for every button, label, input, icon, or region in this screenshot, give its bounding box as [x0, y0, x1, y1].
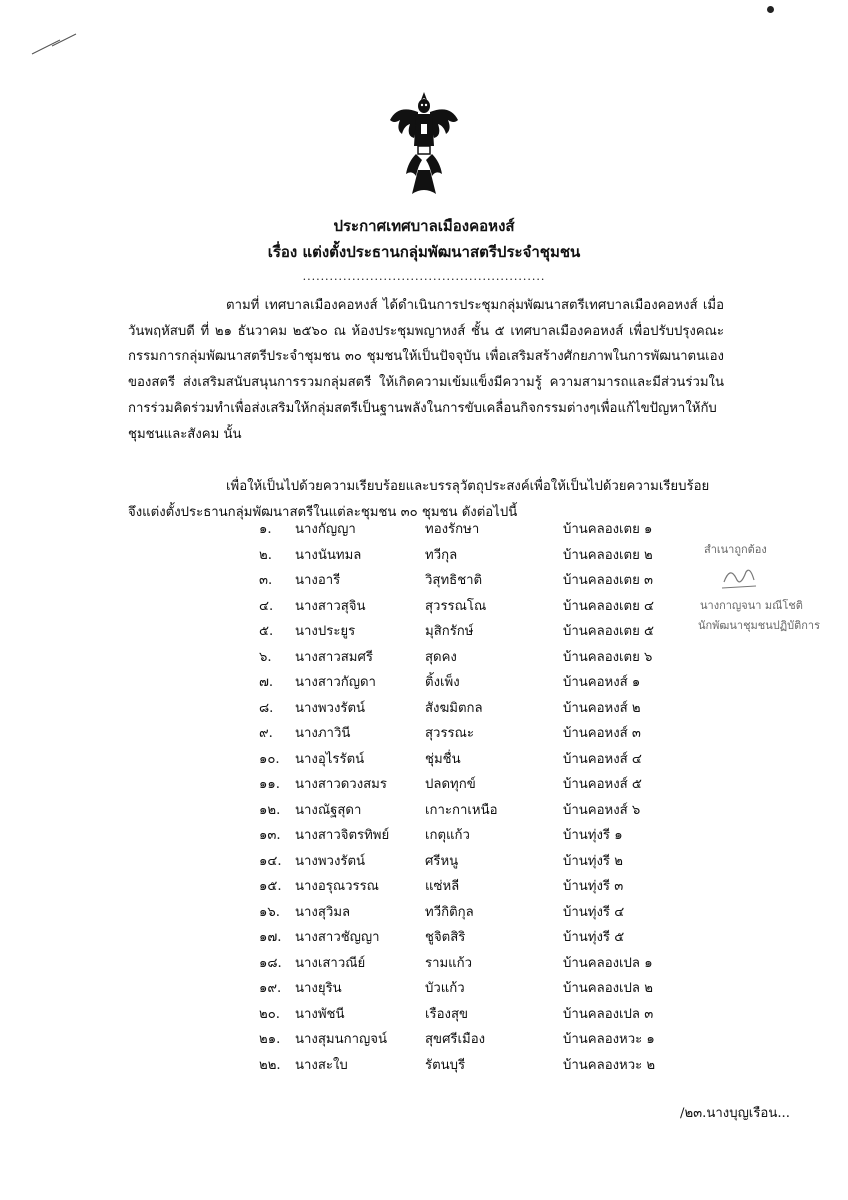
member-surname: ทองรักษา: [425, 522, 480, 537]
member-number: ๒๑.: [259, 1032, 281, 1047]
member-community: บ้านคลองเตย ๖: [563, 649, 653, 665]
member-community: บ้านคลองเปล ๓: [563, 1006, 654, 1022]
member-name: นางสาวกัญดา: [295, 675, 376, 690]
member-name: นางพวงรัตน์: [295, 700, 366, 716]
list-item: [0, 722, 848, 746]
list-item: [0, 518, 848, 542]
member-number: ๑๒.: [259, 802, 281, 818]
signature-mark: [720, 562, 760, 592]
member-community: บ้านคอหงส์ ๒: [563, 700, 641, 716]
member-name: นางสุวิมล: [295, 904, 351, 920]
member-community: บ้านคลองเตย ๕: [563, 624, 655, 639]
scan-mark: [767, 6, 774, 13]
member-number: ๖.: [259, 649, 272, 665]
list-item: [0, 850, 848, 874]
list-item: [0, 1003, 848, 1027]
member-name: นางสาวชัญญา: [295, 930, 380, 945]
member-number: ๑.: [259, 522, 272, 537]
certified-copy-stamp: [700, 540, 820, 660]
announcement-title: ประกาศเทศบาลเมืองคอหงส์: [333, 217, 515, 235]
member-surname: มุสิกรักษ์: [425, 624, 474, 639]
member-number: ๒๐.: [259, 1006, 280, 1022]
member-name: นางอารี: [295, 573, 341, 588]
member-name: นางกัญญา: [295, 522, 356, 537]
member-number: ๑๕.: [259, 879, 282, 894]
member-name: นางณัฐสุดา: [295, 802, 362, 818]
member-community: บ้านคอหงส์ ๑: [563, 675, 641, 690]
member-name: นางยุริน: [295, 981, 342, 996]
member-name: นางนันทมล: [295, 547, 362, 563]
member-number: ๓.: [259, 573, 273, 588]
list-item: [0, 875, 848, 899]
member-number: ๒.: [259, 547, 272, 563]
list-item: [0, 824, 848, 848]
announcement-subject: เรื่อง แต่งตั้งประธานกลุ่มพัฒนาสตรีประจำชุมชน: [267, 243, 581, 261]
member-community: บ้านทุ่งรี ๑: [563, 828, 623, 843]
list-item: [0, 799, 848, 823]
member-surname: สุดคง: [425, 649, 457, 665]
member-number: ๑๗.: [259, 930, 282, 945]
member-community: บ้านคลองหวะ ๑: [563, 1032, 655, 1047]
member-community: บ้านทุ่งรี ๕: [563, 930, 625, 945]
member-name: นางสาวสมศรี: [295, 649, 373, 665]
member-community: บ้านคอหงส์ ๕: [563, 777, 642, 792]
member-community: บ้านคลองเตย ๑: [563, 522, 653, 537]
member-number: ๗.: [259, 675, 274, 690]
member-number: ๑๖.: [259, 904, 280, 920]
list-item: [0, 748, 848, 772]
member-surname: สุวรรณะ: [425, 726, 474, 741]
member-surname: รามแก้ว: [425, 955, 473, 971]
list-item: [0, 773, 848, 797]
list-item: [0, 901, 848, 925]
member-number: ๔.: [259, 598, 274, 614]
member-number: ๘.: [259, 700, 274, 716]
stamp-name-text: นางกาญจนา มณีโชติ: [700, 599, 803, 612]
member-community: บ้านคลองเปล ๒: [563, 981, 653, 996]
member-number: ๙.: [259, 726, 273, 741]
member-name: นางอุไรรัตน์: [295, 751, 365, 767]
pen-scribble-mark: [30, 28, 90, 58]
member-name: นางพัชนี: [295, 1006, 345, 1022]
member-name: นางสาวสุจิน: [295, 598, 366, 614]
member-number: ๑๙.: [259, 981, 282, 996]
member-surname: ทวีกุล: [425, 547, 458, 563]
garuda-emblem-icon: [388, 90, 460, 200]
member-surname: ชูจิตสิริ: [425, 930, 466, 945]
page-continuation: /๒๓.นางบุญเรือน...: [680, 1106, 790, 1121]
member-community: บ้านคอหงส์ ๖: [563, 802, 641, 818]
member-number: ๕.: [259, 624, 274, 639]
member-surname: ปลดทุกข์: [425, 777, 476, 792]
member-number: ๑๑.: [259, 777, 280, 792]
member-surname: บัวแก้ว: [425, 981, 465, 996]
member-number: ๑๓.: [259, 828, 281, 843]
list-item: [0, 1028, 848, 1052]
member-community: บ้านทุ่งรี ๒: [563, 853, 623, 869]
member-name: นางอรุณวรรณ: [295, 879, 379, 894]
member-number: ๑๘.: [259, 955, 282, 971]
member-name: นางพวงรัตน์: [295, 853, 366, 869]
list-item: [0, 952, 848, 976]
member-number: ๑๐.: [259, 751, 280, 767]
member-surname: ทวีกิติกุล: [425, 904, 474, 920]
member-community: บ้านคลองหวะ ๒: [563, 1057, 656, 1073]
member-name: นางภาวินี: [295, 726, 351, 741]
member-community: บ้านคลองเตย ๒: [563, 547, 653, 563]
member-community: บ้านคลองเตย ๔: [563, 598, 655, 614]
list-item: [0, 671, 848, 695]
member-surname: รัตนบุรี: [425, 1057, 466, 1073]
list-item: [0, 697, 848, 721]
member-community: บ้านคลองเตย ๓: [563, 573, 654, 588]
body-paragraph-2: เพื่อให้เป็นไปด้วยความเรียบร้อยและบรรลุวัตถุประสงค์เพื่อให้เป็นไปด้วยความเรียบร้อย จึงแต่งตั้งประธานกลุ่มพัฒนาสตรีในแต่ละชุมชน ๓๐ ชุมชน ดังต่อไปนี้: [128, 479, 710, 520]
stamp-position-text: นักพัฒนาชุมชนปฏิบัติการ: [698, 619, 821, 632]
member-community: บ้านคลองเปล ๑: [563, 955, 653, 971]
member-community: บ้านทุ่งรี ๓: [563, 879, 624, 894]
member-community: บ้านคอหงส์ ๓: [563, 726, 641, 741]
member-number: ๑๔.: [259, 853, 282, 869]
separator-line: ......................................................: [302, 270, 546, 283]
member-name: นางสาวจิตรทิพย์: [295, 828, 390, 843]
stamp-certified-text: สำเนาถูกต้อง: [704, 543, 767, 556]
member-name: นางสุมนกาญจน์: [295, 1032, 387, 1047]
list-item: [0, 977, 848, 1001]
list-item: [0, 926, 848, 950]
member-name: นางสาวดวงสมร: [295, 777, 387, 792]
member-surname: เกตุแก้ว: [425, 828, 470, 843]
member-name: นางเสาวณีย์: [295, 955, 366, 971]
member-community: บ้านทุ่งรี ๔: [563, 904, 625, 920]
member-name: นางประยูร: [295, 624, 356, 639]
member-name: นางสะใบ: [295, 1057, 348, 1073]
member-surname: ศรีหนู: [425, 853, 459, 869]
member-community: บ้านคอหงส์ ๔: [563, 751, 642, 767]
member-surname: วิสุทธิชาติ: [425, 573, 483, 588]
list-item: [0, 1054, 848, 1078]
member-surname: สังฆมิตกล: [425, 700, 483, 716]
member-surname: เรืองสุข: [425, 1006, 469, 1022]
member-surname: ติ้งเพ็ง: [425, 675, 460, 690]
body-paragraph-1: ตามที่ เทศบาลเมืองคอหงส์ ได้ดำเนินการประชุมกลุ่มพัฒนาสตรีเทศบาลเมืองคอหงส์ เมื่อวันพฤหัสบดี ที่ ๒๑ ธันวาคม ๒๕๖๐ ณ ห้องประชุมพญาหงส์ ชั้น ๕ เทศบาลเมืองคอหงส์ เพื่อปรับปรุงคณะกรรมการกลุ่มพัฒนาสตรีประจำชุมชน ๓๐ ชุมชนให้เป็นปัจจุบัน เพื่อเสริมสร้างศักยภาพในการพัฒนาตนเองของสตรี ส่งเสริมสนับสนุนการรวมกลุ่มสตรี ให้เกิดความเข้มแข็งมีความรู้ ความสามารถและมีส่วนร่วมในการร่วมคิดร่วมทำเพื่อส่งเสริมให้กลุ่มสตรีเป็นฐานพลังในการขับเคลื่อนกิจกรรมต่างๆเพื่อแก้ไขปัญหาให้กับชุมชนและสังคม นั้น: [128, 298, 724, 442]
member-surname: แซ่หลี: [425, 879, 460, 894]
member-surname: สุวรรณโณ: [425, 598, 487, 614]
member-surname: เกาะกาเหนือ: [425, 802, 498, 818]
member-surname: ชุ่มชื่น: [425, 751, 461, 767]
member-surname: สุขศรีเมือง: [425, 1032, 486, 1047]
member-number: ๒๒.: [259, 1057, 281, 1073]
